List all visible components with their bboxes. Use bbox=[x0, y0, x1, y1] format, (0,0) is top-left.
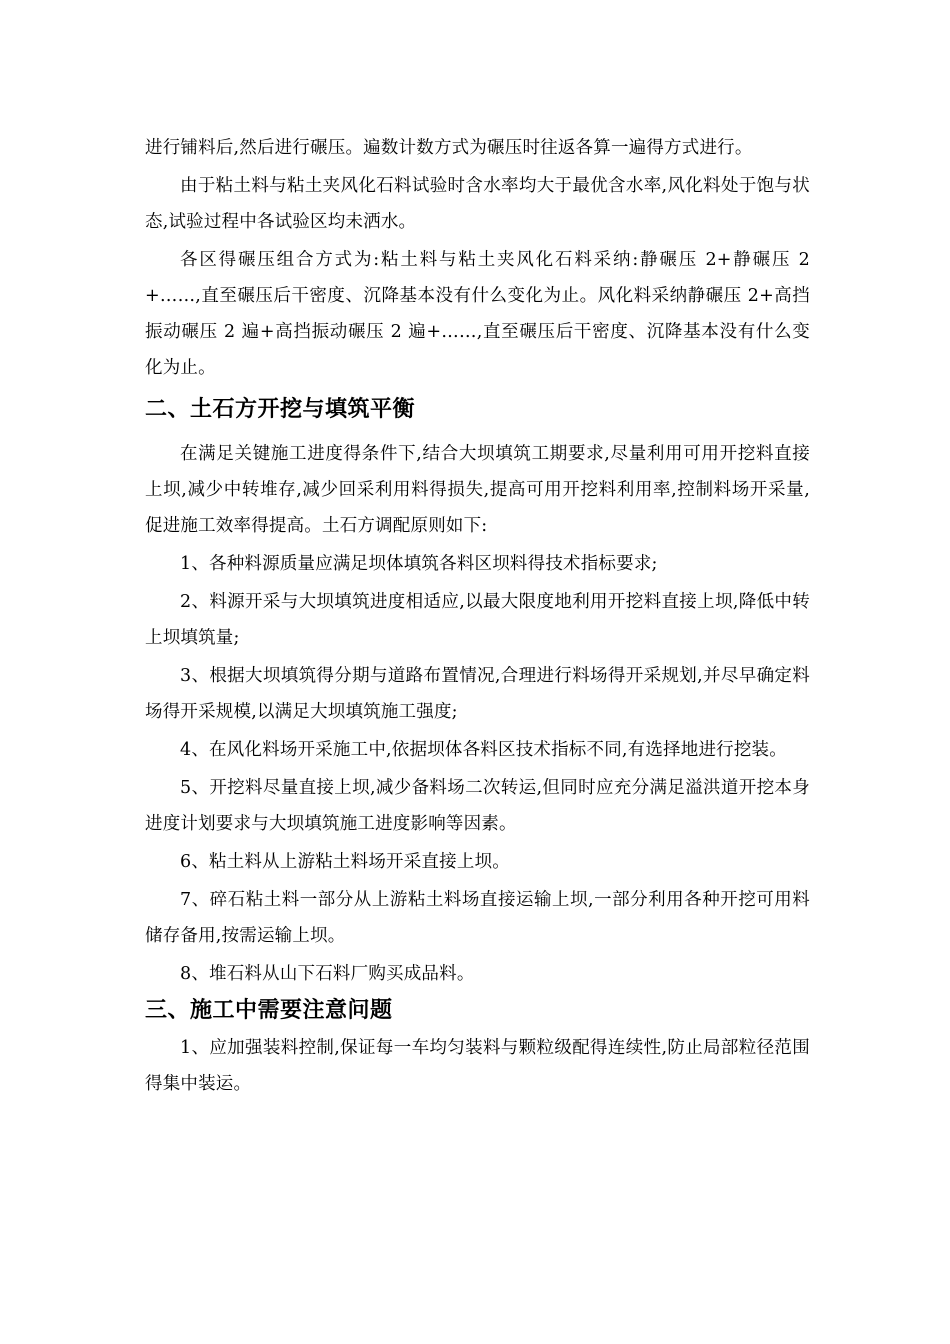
list-item: 6、粘土料从上游粘土料场开采直接上坝。 bbox=[180, 852, 510, 872]
list-item: 3、根据大坝填筑得分期与道路布置情况,合理进行料场得开采规划,并尽早确定料场得开采规模,以满足大坝填筑施工强度; bbox=[145, 666, 810, 722]
paragraph-rolling-combination: 各区得碾压组合方式为:粘土料与粘土夹风化石料采纳:静碾压 2+静碾压 2 +……,直至碾压后干密度、沉降基本没有什么变化为止。风化料采纳静碾压 2+高挡振动碾压 2 遍+高挡振动碾压 2 遍+……,直至碾压后干密度、沉降基本没有什么变化为止。 bbox=[145, 250, 810, 378]
paragraph-earthwork-intro: 在满足关键施工进度得条件下,结合大坝填筑工期要求,尽量利用可用开挖料直接上坝,减少中转堆存,减少回采利用料得损失,提高可用开挖料利用率,控制料场开采量,促进施工效率得提高。土石方调配原则如下: bbox=[145, 444, 810, 536]
list-item: 1、各种料源质量应满足坝体填筑各料区坝料得技术指标要求; bbox=[180, 554, 658, 574]
paragraph-rolling-method: 进行铺料后,然后进行碾压。遍数计数方式为碾压时往返各算一遍得方式进行。 bbox=[145, 138, 753, 158]
section-heading-earthwork-balance: 二、土石方开挖与填筑平衡 bbox=[145, 397, 416, 422]
list-item: 7、碎石粘土料一部分从上游粘土料场直接运输上坝,一部分利用各种开挖可用料储存备用,按需运输上坝。 bbox=[145, 890, 810, 946]
list-item: 8、堆石料从山下石料厂购买成品料。 bbox=[180, 964, 475, 984]
paragraph-moisture: 由于粘土料与粘土夹风化石料试验时含水率均大于最优含水率,风化料处于饱与状态,试验过程中各试验区均未洒水。 bbox=[145, 176, 810, 232]
section-heading-construction-notes: 三、施工中需要注意问题 bbox=[145, 998, 393, 1023]
list-item: 4、在风化料场开采施工中,依据坝体各料区技术指标不同,有选择地进行挖装。 bbox=[180, 740, 787, 760]
list-item: 2、料源开采与大坝填筑进度相适应,以最大限度地利用开挖料直接上坝,降低中转上坝填筑量; bbox=[145, 592, 810, 648]
list-item: 5、开挖料尽量直接上坝,减少备料场二次转运,但同时应充分满足溢洪道开挖本身进度计划要求与大坝填筑施工进度影响等因素。 bbox=[145, 778, 810, 834]
document-page bbox=[145, 130, 810, 1104]
list-item: 1、应加强装料控制,保证每一车均匀装料与颗粒级配得连续性,防止局部粒径范围得集中装运。 bbox=[145, 1038, 810, 1094]
